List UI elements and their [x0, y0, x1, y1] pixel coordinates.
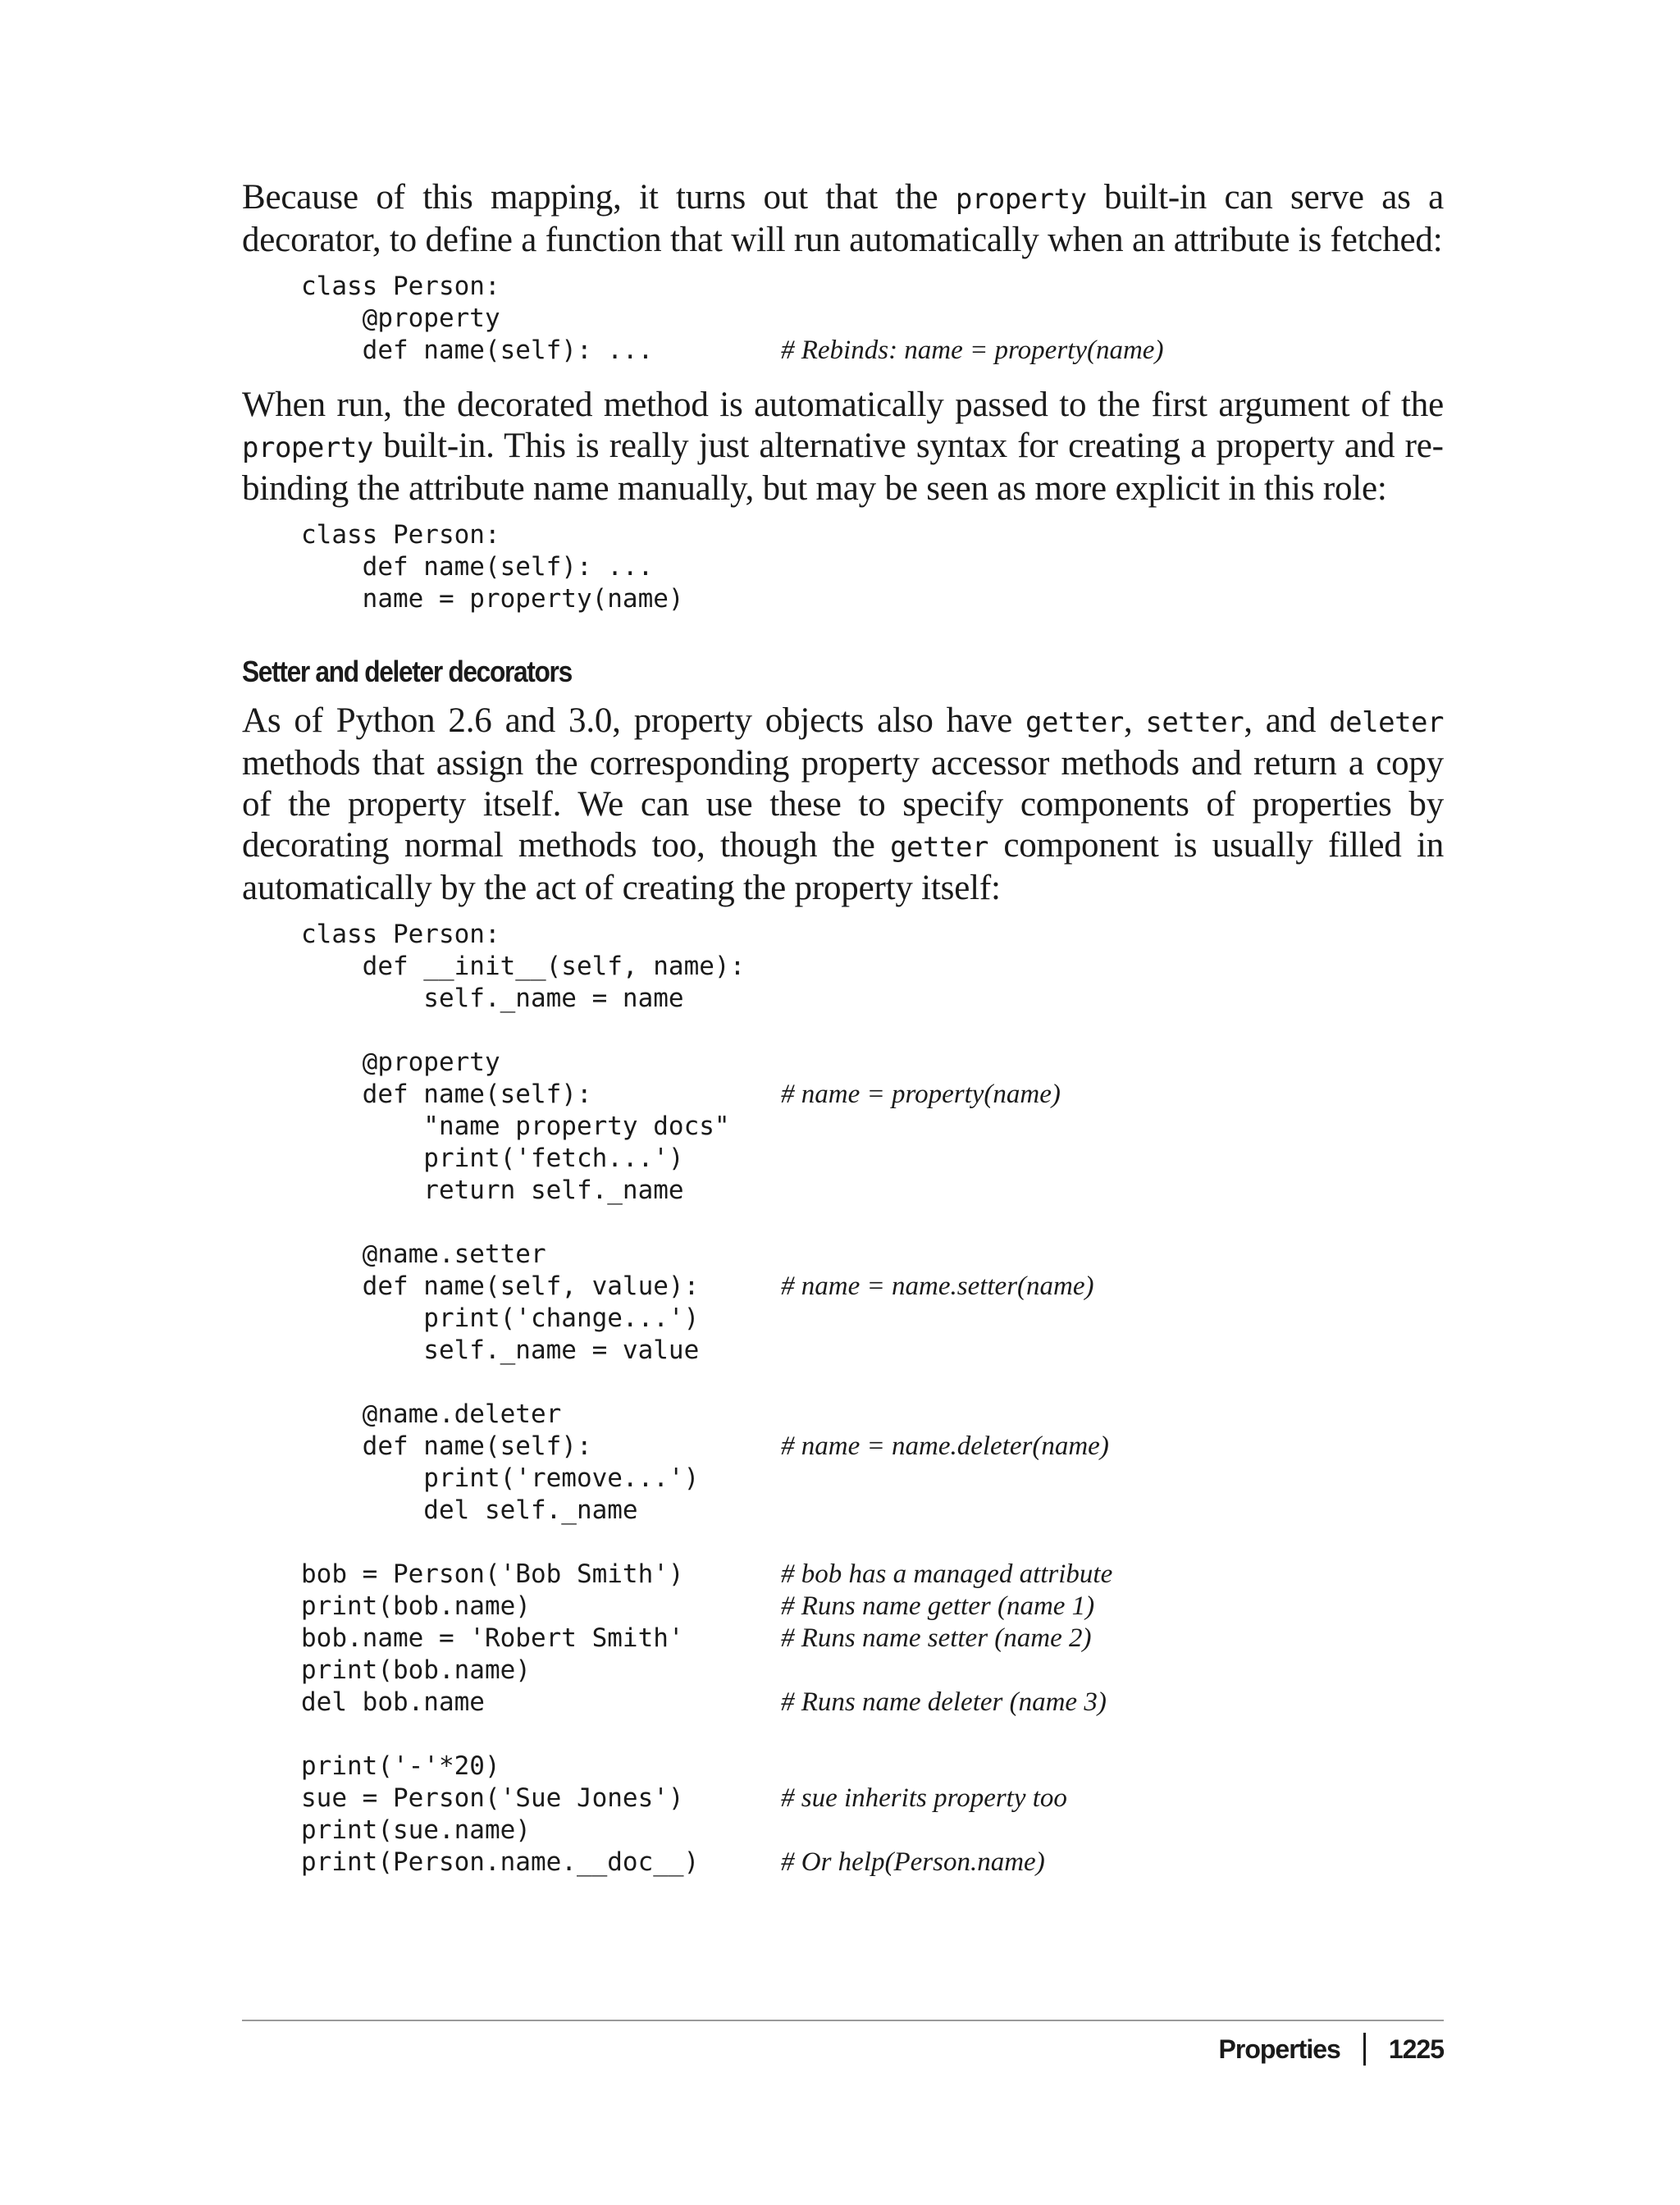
- page-number: 1225: [1388, 2034, 1444, 2064]
- code-line: [301, 983, 1444, 1015]
- paragraph-intro: Because of this mapping, it turns out that the property built-in can serve as a decorator, to define a function that will run automatically when an attribute is fetched:: [242, 178, 1444, 259]
- code-text: print('change...'): [301, 1303, 700, 1333]
- code-text: @name.setter: [301, 1239, 546, 1269]
- code-block-manual-property: [301, 519, 1444, 615]
- code-line: [301, 1175, 1444, 1207]
- code-comment: # name = name.deleter(name): [781, 1431, 1109, 1461]
- code-line: [301, 303, 1444, 335]
- code-text: @property: [301, 1048, 500, 1077]
- code-line: [301, 1751, 1444, 1783]
- code-text: def name(self): ...: [301, 336, 654, 365]
- code-text: def __init__(self, name):: [301, 952, 746, 981]
- code-comment: # Rebinds: name = property(name): [781, 336, 1164, 365]
- code-line: [301, 1783, 1444, 1815]
- code-text: [301, 1719, 781, 1751]
- code-text: del bob.name: [301, 1687, 485, 1717]
- paragraph-decorated-method: When run, the decorated method is automatically passed to the first argument of the property built-in. This is really just alternative syntax for creating a property and rebinding the attribute name manually, but may be seen as more explicit in this role:: [242, 386, 1444, 508]
- code-text: print(sue.name): [301, 1815, 531, 1845]
- inline-code: getter: [890, 831, 988, 864]
- code-text: bob = Person('Bob Smith'): [301, 1559, 684, 1589]
- code-comment: # name = property(name): [781, 1080, 1061, 1109]
- code-line: [301, 1015, 1444, 1047]
- code-line: [301, 1815, 1444, 1847]
- code-text: class Person:: [301, 520, 500, 550]
- code-line: [301, 1367, 1444, 1399]
- inline-code: property: [242, 431, 373, 464]
- code-text: class Person:: [301, 920, 500, 949]
- code-line: [301, 271, 1444, 303]
- code-text: print('remove...'): [301, 1463, 700, 1493]
- code-line: [301, 1111, 1444, 1143]
- code-text: def name(self, value):: [301, 1271, 700, 1301]
- code-line: [301, 1207, 1444, 1239]
- code-text: @property: [301, 304, 500, 333]
- code-line: [301, 1431, 1444, 1463]
- code-comment: # bob has a managed attribute: [781, 1559, 1113, 1589]
- code-comment: # sue inherits property too: [781, 1783, 1067, 1813]
- code-line: [301, 1527, 1444, 1559]
- code-text: def name(self): ...: [301, 552, 654, 582]
- code-text: print('-'*20): [301, 1751, 500, 1781]
- code-line: [301, 1687, 1444, 1719]
- footer-section-title: Properties: [1218, 2034, 1340, 2064]
- code-line: [301, 1591, 1444, 1623]
- code-line: [301, 1271, 1444, 1303]
- code-line: [301, 1847, 1444, 1879]
- code-line: [301, 1143, 1444, 1175]
- code-line: [301, 1047, 1444, 1079]
- footer-rule: [242, 2020, 1444, 2021]
- code-line: [301, 519, 1444, 551]
- code-text: "name property docs": [301, 1112, 730, 1141]
- code-text: print(Person.name.__doc__): [301, 1847, 700, 1877]
- code-text: [301, 1527, 781, 1559]
- code-text: bob.name = 'Robert Smith': [301, 1623, 684, 1653]
- code-line: [301, 551, 1444, 583]
- code-text: def name(self):: [301, 1080, 592, 1109]
- page-content: [242, 174, 1444, 1879]
- code-comment: # Or help(Person.name): [781, 1847, 1045, 1877]
- code-line: [301, 1079, 1444, 1111]
- code-text: print(bob.name): [301, 1591, 531, 1621]
- inline-code: setter: [1145, 706, 1244, 739]
- code-text: @name.deleter: [301, 1399, 562, 1429]
- code-comment: # Runs name deleter (name 3): [781, 1687, 1107, 1717]
- footer-separator: [1363, 2033, 1366, 2066]
- code-line: [301, 1335, 1444, 1367]
- inline-code: getter: [1025, 706, 1124, 739]
- code-text: self._name = name: [301, 984, 684, 1013]
- code-text: [301, 1015, 781, 1047]
- code-block-decorator: [301, 271, 1444, 367]
- code-line: [301, 1655, 1444, 1687]
- code-line: [301, 951, 1444, 983]
- code-line: [301, 1495, 1444, 1527]
- code-text: del self._name: [301, 1495, 638, 1525]
- inline-code: property: [955, 183, 1087, 216]
- code-text: class Person:: [301, 272, 500, 301]
- code-line: [301, 919, 1444, 951]
- code-text: name = property(name): [301, 584, 684, 614]
- code-line: [301, 1463, 1444, 1495]
- code-comment: # Runs name getter (name 1): [781, 1591, 1095, 1621]
- code-text: self._name = value: [301, 1335, 700, 1365]
- code-line: [301, 583, 1444, 615]
- code-text: [301, 1367, 781, 1399]
- code-line: [301, 335, 1444, 367]
- code-line: [301, 1719, 1444, 1751]
- code-line: [301, 1303, 1444, 1335]
- inline-code: deleter: [1329, 706, 1444, 739]
- code-text: def name(self):: [301, 1431, 592, 1461]
- code-block-setter-deleter: [301, 919, 1444, 1879]
- code-line: [301, 1623, 1444, 1655]
- code-text: print('fetch...'): [301, 1144, 684, 1173]
- code-line: [301, 1399, 1444, 1431]
- code-line: [301, 1559, 1444, 1591]
- paragraph-setter-deleter: As of Python 2.6 and 3.0, property objects also have getter, setter, and deleter methods that assign the corresponding property accessor methods and return a copy of the property itself. We can use these to specify components of properties by decorating normal methods too, though the getter component is usually filled in automatically by the act of creating the property itself:: [242, 701, 1445, 907]
- code-text: sue = Person('Sue Jones'): [301, 1783, 684, 1813]
- code-text: print(bob.name): [301, 1655, 531, 1685]
- code-line: [301, 1239, 1444, 1271]
- section-heading: Setter and deleter decorators: [242, 655, 572, 688]
- page-footer: [1219, 2033, 1444, 2066]
- code-text: return self._name: [301, 1176, 684, 1205]
- code-comment: # name = name.setter(name): [781, 1271, 1094, 1301]
- code-text: [301, 1207, 781, 1239]
- code-comment: # Runs name setter (name 2): [781, 1623, 1092, 1653]
